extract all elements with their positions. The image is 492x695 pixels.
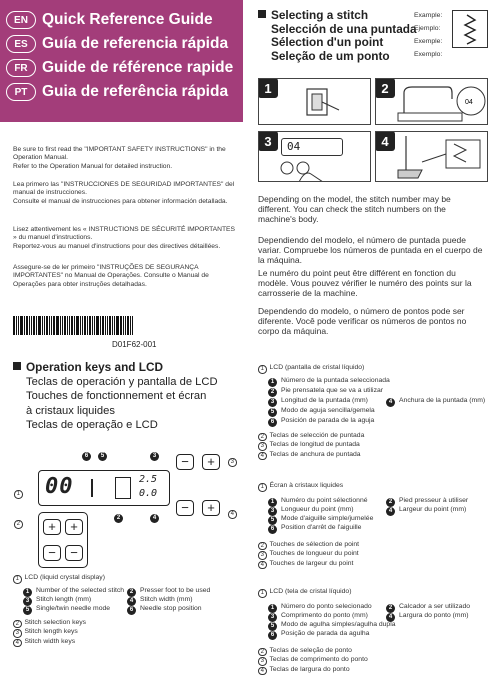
barcode-bar [49,316,50,335]
stitch-width-plus-key[interactable]: + [202,500,220,516]
barcode-bar [114,316,115,335]
ring-1: 1 [13,575,22,584]
callout-5: 5 [98,452,107,461]
badge-3: 3 [268,613,277,622]
stitch-length-plus-key[interactable]: + [202,454,220,470]
legend-es-item-4: Anchura de la puntada (mm) [399,396,486,404]
ops-title-en: Operation keys and LCD [26,360,164,374]
ring-4: 4 [258,667,267,676]
badge-1: 1 [23,588,32,597]
barcode-bar [36,316,37,335]
step-1-figure [258,78,371,125]
legend-en-key-3: Stitch width keys [24,637,76,645]
legend-en-key-1: Stitch selection keys [24,618,87,626]
callout-ring-4: 4 [228,510,237,519]
barcode-bar [94,316,95,335]
legend-fr-item-3: Longueur du point (mm) [281,505,354,513]
badge-2: 2 [386,604,395,613]
barcode-bar [29,316,30,335]
legend-pt-item-3: Comprimento do ponto (mm) [281,611,368,619]
example-label-es: Ejemplo: [414,25,441,32]
badge-4: 4 [386,613,395,622]
callout-2: 2 [114,514,123,523]
stitch-select-plus-key-1[interactable]: + [43,519,61,535]
legend-pt-key-3: Teclas de largura do ponto [269,665,350,673]
ops-title-fr-1: Touches de fonctionnement et écran [26,390,207,402]
lcd-stitch-number: 04 [287,140,301,153]
title-row-en [6,8,243,32]
badge-6: 6 [127,606,136,615]
example-label-pt: Exemplo: [414,51,443,58]
intro-fr: Lisez attentivement les « INSTRUCTIONS DE SÉCURITÉ IMPORTANTES » du manuel d'instructions. Reportez-vous au manuel d'instructions pour des directives détaillées. [13,226,235,250]
legend-es-item-3: Longitud de la puntada (mm) [281,396,368,404]
step-2-number: 2 [375,78,395,98]
ring-1: 1 [258,483,267,492]
barcode-bar [62,316,63,335]
lcd-screen [38,470,170,506]
legend-es-key-2: Teclas de longitud de puntada [269,441,360,448]
legend-fr-item-5: Mode d'aiguille simple/jumelée [281,514,374,522]
barcode-bar [112,316,113,335]
ops-title-es: Teclas de operación y pantalla de LCD [26,375,218,388]
legend-es-key-1: Teclas de selección de puntada [269,431,365,439]
legend-pt-item-2: Calcador a ser utilizado [399,602,471,610]
ring-2: 2 [13,620,22,629]
legend-fr-item-6: Position d'arrêt de l'aiguille [281,523,362,531]
barcode-bar [20,316,23,335]
ring-3: 3 [258,657,267,666]
callout-ring-2: 2 [14,520,23,529]
barcode-bar [96,316,99,335]
title-banner [0,0,243,122]
ring-4: 4 [258,561,267,570]
legend-fr-key-3: Touches de largeur du point [269,559,354,567]
barcode-bar [107,316,108,335]
legend-es-item-1: Número de la puntada seleccionada [281,376,390,384]
example-stitch-box [452,10,488,48]
step-1-number: 1 [258,78,278,98]
example-label-en: Example: [414,12,443,19]
presser-foot-indicator-icon [115,477,131,499]
ops-title-pt: Teclas de operação e LCD [26,419,158,431]
lcd-diagram [10,448,240,568]
title-es: Guía de referencia rápida [42,35,229,52]
barcode-bar [16,316,17,335]
barcode-bar [74,316,75,335]
badge-1: 1 [268,378,277,387]
ops-section-heading [13,361,248,433]
barcode-bar [33,316,35,335]
example-label-fr: Exemple: [414,38,443,45]
stitch-title-es: Selección de una puntada [271,21,417,36]
badge-3: 3 [23,597,32,606]
badge-2: 2 [127,588,136,597]
legend-fr [258,482,490,569]
ring-1: 1 [258,589,267,598]
badge-2: 2 [268,388,277,397]
intro-es: Lea primero las "INSTRUCCIONES DE SEGURIDAD IMPORTANTES" del manual de instrucciones. Consulte el manual de instrucciones para obtener información detallada. [13,181,235,205]
barcode-bar [26,316,28,335]
ring-2: 2 [258,648,267,657]
barcode-bar [132,316,133,335]
barcode-bar [100,316,101,335]
legend-es-item-6: Posición de parada de la aguja [281,416,375,424]
barcode-bar [123,316,124,335]
legend-pt-key-1: Teclas de seleção de ponto [269,646,352,654]
legend-en-key-2: Stitch length keys [24,628,78,635]
lang-badge-fr: FR [6,59,36,77]
barcode-bar [87,316,88,335]
section-marker [13,362,21,370]
legend-pt [258,588,490,675]
badge-6: 6 [268,418,277,427]
ring-3: 3 [258,551,267,560]
barcode-bar [82,316,83,335]
badge-3: 3 [268,398,277,407]
barcode-bar [60,316,61,335]
legend-es-key-3: Teclas de anchura de puntada [269,450,361,458]
lcd-stitch-number: 00 [45,474,74,499]
badge-4: 4 [386,507,395,516]
ring-4: 4 [13,639,22,648]
legend-es-item-5: Modo de aguja sencilla/gemela [281,406,375,414]
legend-fr-key-1: Touches de sélection de point [269,540,360,548]
barcode-bar [116,316,119,335]
legend-fr-item-4: Largeur du point (mm) [399,505,467,513]
stitch-note-fr: Le numéro du point peut être différent en fonction du modèle. Vous pouvez vérifier le numéro des points sur la carrosserie de la machine. [258,268,472,298]
lcd-stitch-length: 2.5 [139,474,158,485]
barcode-bar [44,316,45,335]
barcode-bar [105,316,106,335]
badge-5: 5 [23,606,32,615]
stitch-title-pt: Seleção de um ponto [271,48,390,63]
badge-6: 6 [268,525,277,534]
stitch-selection-keys [38,512,88,568]
stitch-select-minus-key-1[interactable]: − [43,545,61,561]
title-row-pt [6,80,243,104]
intro-en: Be sure to first read the "IMPORTANT SAFETY INSTRUCTIONS" in the Operation Manual. Refer to the Operation Manual for detailed instruction. [13,146,226,170]
step-3-number: 3 [258,131,278,151]
barcode [13,316,146,335]
legend-es [258,364,490,460]
barcode-bar [42,316,43,335]
legend-pt-item-1: Número do ponto selecionado [281,602,372,610]
ring-3: 3 [13,629,22,638]
barcode-bar [64,316,66,335]
needle-mode-icon [91,479,99,497]
callout-ring-1: 1 [14,490,23,499]
badge-5: 5 [268,516,277,525]
legend-pt-head: LCD (tela de cristal líquido) [269,588,352,595]
badge-4: 4 [127,597,136,606]
legend-pt-key-2: Teclas de comprimento do ponto [269,656,368,663]
callout-6: 6 [82,452,91,461]
step-4-figure [375,131,488,182]
legend-en [13,574,248,647]
legend-en-head: LCD (liquid crystal display) [24,574,105,581]
title-fr: Guide de référence rapide [42,59,234,76]
legend-pt-item-5: Modo de agulha simples/agulha dupla [281,620,396,628]
badge-5: 5 [268,622,277,631]
finger-press-icon [259,132,371,182]
step-4-number: 4 [375,131,395,151]
badge-1: 1 [268,498,277,507]
legend-pt-item-4: Largura do ponto (mm) [399,611,469,619]
stitch-title-en: Selecting a stitch [271,8,369,22]
zigzag-stitch-icon [453,11,487,47]
stitch-title-fr: Sélection d'un point [271,35,384,49]
legend-fr-key-2: Touches de longueur du point [269,550,359,557]
barcode-bar [71,316,73,335]
lang-badge-en: EN [6,11,36,29]
lcd-stitch-width: 0.0 [139,488,158,499]
callout-3: 3 [150,452,159,461]
legend-fr-item-1: Numéro du point sélectionné [281,496,368,504]
barcode-bar [102,316,104,335]
svg-text:04: 04 [465,99,473,106]
barcode-bar [69,316,70,335]
stitch-note-en: Depending on the model, the stitch number may be different. You can check the stitch numbers on the machine's body. [258,194,451,224]
title-row-fr [6,56,243,80]
legend-en-item-2: Presser foot to be used [140,586,211,594]
barcode-bar [89,316,91,335]
ring-3: 3 [258,442,267,451]
legend-en-item-5: Single/twin needle mode [36,604,111,612]
barcode-bar [38,316,41,335]
stitch-note-es: Dependiendo del modelo, el número de puntada puede variar. Compruebe los números de puntada en el cuerpo de la máquina. [258,235,483,265]
barcode-bar [109,316,111,335]
title-row-es [6,32,243,56]
step-2-figure [375,78,488,125]
legend-es-head: LCD (pantalla de cristal líquido) [269,364,365,371]
ring-4: 4 [258,452,267,461]
legend-es-item-2: Pie prensatela que se va a utilizar [281,386,384,394]
stitch-select-minus-key-2[interactable]: − [65,545,83,561]
lang-badge-pt: PT [6,83,36,101]
badge-2: 2 [386,498,395,507]
lang-badge-es: ES [6,35,36,53]
stitch-width-minus-key[interactable]: − [176,500,194,516]
ring-1: 1 [258,365,267,374]
barcode-bar [130,316,131,335]
stitch-note-pt: Dependendo do modelo, o número de pontos pode ser diferente. Você pode verificar os números de pontos no corpo da máquina. [258,306,467,336]
ring-2: 2 [258,542,267,551]
step-3-figure [258,131,371,182]
barcode-bar [120,316,122,335]
badge-1: 1 [268,604,277,613]
badge-3: 3 [268,507,277,516]
barcode-bar [56,316,59,335]
barcode-bar [84,316,86,335]
legend-en-item-4: Stitch width (mm) [140,595,193,603]
legend-en-item-3: Stitch length (mm) [36,595,92,603]
barcode-bar [24,316,25,335]
barcode-bar [127,316,129,335]
legend-fr-item-2: Pied presseur à utiliser [399,496,469,504]
callout-4: 4 [150,514,159,523]
barcode-bar [53,316,55,335]
section-marker [258,10,266,18]
legend-fr-head: Écran à cristaux liquides [269,482,344,489]
stitch-length-minus-key[interactable]: − [176,454,194,470]
callout-ring-3: 3 [228,458,237,467]
legend-en-item-1: Number of the selected stitch [36,586,125,594]
barcode-bar [46,316,48,335]
ops-title-fr-2: à cristaux liquides [26,404,115,417]
barcode-bar [18,316,19,335]
barcode-bar [92,316,93,335]
badge-6: 6 [268,631,277,640]
ring-2: 2 [258,433,267,442]
barcode-bar [51,316,52,335]
badge-4: 4 [386,398,395,407]
barcode-bar [31,316,32,335]
legend-pt-item-6: Posição de parada da agulha [281,629,370,637]
barcode-bar [13,316,15,335]
title-en: Quick Reference Guide [42,11,213,28]
intro-pt: Assegure-se de ler primeiro "INSTRUÇÕES DE SEGURANÇA IMPORTANTES" no Manual de Operações. Consulte o Manual de Operações para obter instruções detalhadas. [13,264,209,288]
barcode-bar [80,316,81,335]
badge-5: 5 [268,408,277,417]
barcode-bar [125,316,126,335]
title-pt: Guia de referência rápida [42,83,229,100]
legend-en-item-6: Needle stop position [140,604,202,612]
doc-number: D01F62-001 [112,340,157,349]
stitch-select-plus-key-2[interactable]: + [65,519,83,535]
barcode-bar [76,316,79,335]
barcode-bar [67,316,68,335]
